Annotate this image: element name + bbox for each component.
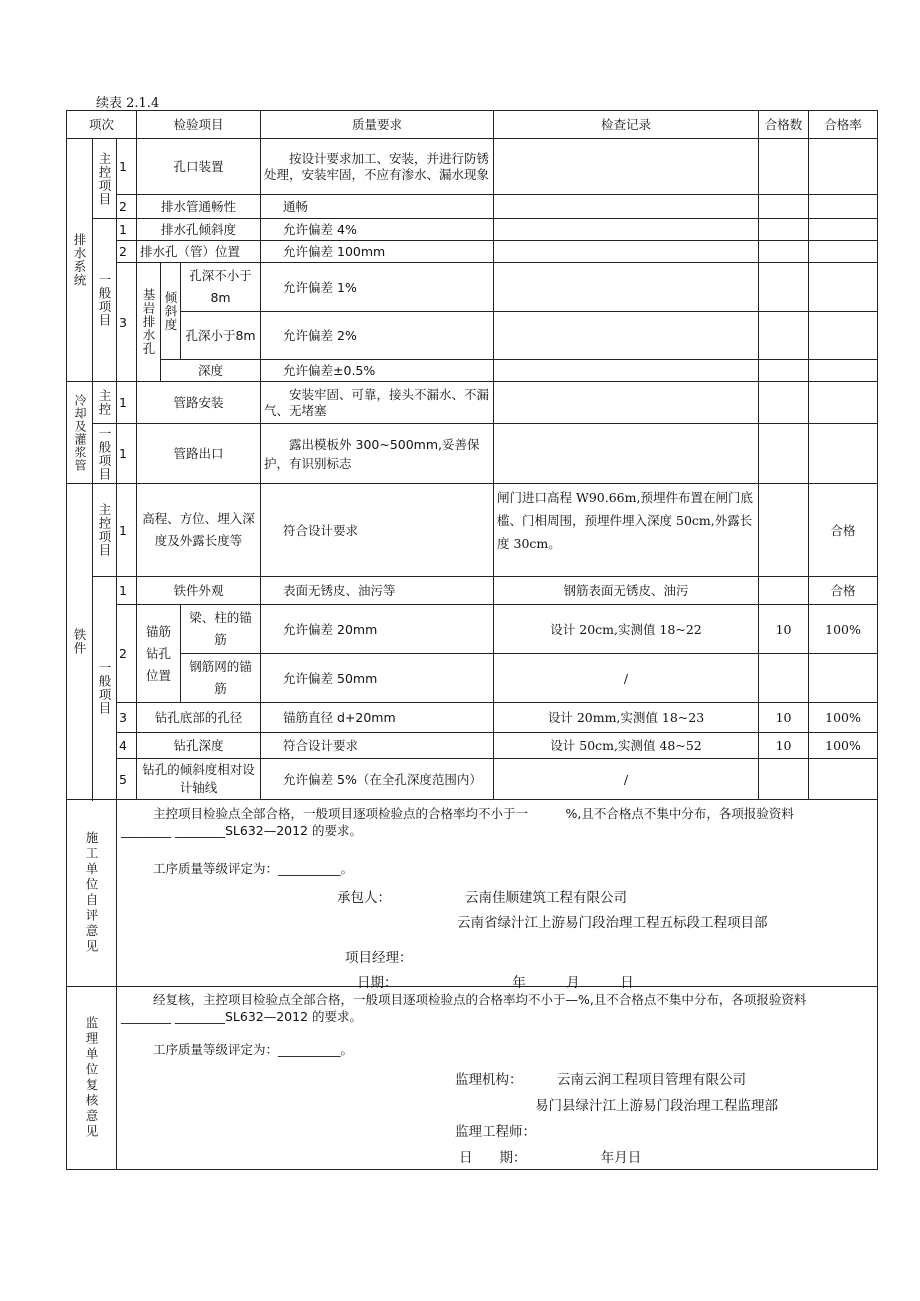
check-record: 钢筋表面无锈皮、油污 [494, 577, 759, 605]
header-pass-count: 合格数 [759, 111, 809, 139]
item-no: 1 [117, 139, 137, 195]
iron-main-label: 主控项目 [93, 484, 117, 577]
table-row [67, 605, 878, 654]
quality-req: 表面无锈皮、油污等 [261, 577, 494, 605]
check-item: 孔口装置 [137, 139, 261, 195]
header-item-no: 项次 [67, 111, 137, 139]
check-item: 深度 [161, 360, 261, 382]
check-record: / [494, 654, 759, 703]
quality-req: 通畅 [261, 195, 494, 219]
drain-sub-label: 基岩排水孔 [137, 263, 161, 382]
inspection-table [66, 110, 878, 1170]
self-eval-body [117, 800, 878, 991]
drain-general-label: 一般项目 [93, 219, 117, 382]
check-record: 设计 50cm,实测值 48~52 [494, 733, 759, 759]
supervise-statement: 经复核，主控项目检验点全部合格，一般项目逐项检验点的合格率均不小于—%,且不合格点不集中分布，各项报验资料 [153, 992, 807, 1007]
table-row [67, 360, 878, 382]
item-no: 3 [117, 263, 137, 382]
table-row [67, 263, 878, 312]
table-row [67, 424, 878, 484]
quality-req: 符合设计要求 [261, 733, 494, 759]
supervise-date: 日 期： 年月日 [459, 1150, 642, 1166]
check-record: 设计 20cm,实测值 18~22 [494, 605, 759, 654]
self-eval-statement: 主控项目检验点全部合格，一般项目逐项检验点的合格率均不小于一 %,且不合格点不集中分布，各项报验资料 [153, 806, 794, 821]
check-item: 排水孔倾斜度 [137, 219, 261, 241]
table-row [67, 382, 878, 424]
item-no: 2 [117, 195, 137, 219]
item-no: 2 [117, 605, 137, 703]
drain-main-label: 主控项目 [93, 139, 117, 219]
quality-req: 允许偏差 1% [261, 263, 494, 312]
item-no: 3 [117, 703, 137, 733]
supervise-grade: 工序质量等级评定为：__________。 [153, 1042, 354, 1057]
check-item: 孔深不小于8m [181, 263, 261, 312]
quality-req: 允许偏差 2% [261, 312, 494, 360]
table-row [67, 759, 878, 800]
pass-count: 10 [759, 605, 809, 654]
table-caption: 续表 2.1.4 [96, 96, 160, 111]
item-no: 1 [117, 219, 137, 241]
check-item: 高程、方位、埋入深度及外露长度等 [137, 484, 261, 577]
quality-req: 符合设计要求 [261, 484, 494, 577]
pass-rate: 合格 [809, 577, 878, 605]
pass-rate: 100% [809, 605, 878, 654]
group-cool: 冷却及灌浆管 [67, 382, 93, 484]
item-no: 1 [117, 484, 137, 577]
quality-req: 允许偏差 100mm [261, 241, 494, 263]
header-check-item: 检验项目 [137, 111, 261, 139]
check-item: 排水管通畅性 [137, 195, 261, 219]
table-row [67, 733, 878, 759]
item-no: 5 [117, 759, 137, 800]
org-label: 监理机构： [455, 1072, 523, 1088]
supervise-body [117, 987, 878, 1170]
pass-rate: 合格 [809, 484, 878, 577]
self-eval-label: 施工单位自评意见 [67, 800, 117, 987]
supervise-row [67, 987, 878, 1170]
header-row [67, 111, 878, 139]
check-item: 钻孔底部的孔径 [137, 703, 261, 733]
contractor-dept: 云南省绿汁江上游易门段治理工程五标段工程项目部 [457, 915, 768, 931]
supervise-label: 监理单位复核意见 [67, 987, 117, 1170]
check-item: 孔深小于8m [181, 312, 261, 360]
check-record: 设计 20mm,实测值 18~23 [494, 703, 759, 733]
org-name: 云南云润工程项目管理有限公司 [557, 1072, 746, 1088]
quality-req: 安装牢固、可靠，接头不漏水、不漏气、无堵塞 [261, 382, 494, 424]
pass-count: 10 [759, 703, 809, 733]
quality-req: 允许偏差 50mm [261, 654, 494, 703]
check-sub-item: 钢筋网的锚筋 [181, 654, 261, 703]
engineer-label: 监理工程师： [455, 1124, 536, 1140]
quality-req: 允许偏差±0.5% [261, 360, 494, 382]
check-record: 闸门进口高程 W90.66m,预埋件布置在闸门底槛、门相周围，预埋件埋入深度 50cm,外露长度 30cm。 [494, 484, 759, 577]
check-item: 排水孔（管）位置 [137, 241, 261, 263]
quality-req: 锚筋直径 d+20mm [261, 703, 494, 733]
iron-general-label: 一般项目 [93, 577, 117, 800]
self-eval-standard: ________ ________SL632—2012 的要求。 [121, 823, 363, 838]
check-record: / [494, 759, 759, 800]
cool-general-label: 一般项目 [93, 424, 117, 484]
pass-rate: 100% [809, 733, 878, 759]
self-eval-row [67, 800, 878, 987]
header-record: 检查记录 [494, 111, 759, 139]
check-item: 铁件外观 [137, 577, 261, 605]
item-no: 1 [117, 577, 137, 605]
check-sub-item: 梁、柱的锚筋 [181, 605, 261, 654]
self-eval-grade: 工序质量等级评定为：__________。 [153, 861, 354, 876]
check-item: 钻孔深度 [137, 733, 261, 759]
item-no: 1 [117, 382, 137, 424]
table-row [67, 654, 878, 703]
cool-main-label: 主控 [93, 382, 117, 424]
drain-tilt-label: 倾斜度 [161, 263, 181, 360]
supervise-standard: ________ ________SL632—2012 的要求。 [121, 1009, 363, 1024]
contractor-name: 云南佳顺建筑工程有限公司 [465, 890, 627, 906]
quality-req: 允许偏差 5%（在全孔深度范围内） [261, 759, 494, 800]
self-eval-date: 日期： 年 月 日 [357, 975, 634, 991]
check-item: 管路安装 [137, 382, 261, 424]
quality-req: 按设计要求加工、安装，并进行防锈处理，安装牢固，不应有渗水、漏水现象 [261, 139, 494, 195]
pass-rate: 100% [809, 703, 878, 733]
table-row [67, 195, 878, 219]
header-quality: 质量要求 [261, 111, 494, 139]
table-row [67, 139, 878, 195]
quality-req: 允许偏差 20mm [261, 605, 494, 654]
table-row [67, 577, 878, 605]
item-no: 4 [117, 733, 137, 759]
contractor-label: 承包人： [337, 890, 391, 906]
item-no: 1 [117, 424, 137, 484]
check-item: 锚筋钻孔位置 [137, 605, 181, 703]
quality-req: 露出模板外 300~500mm,妥善保护，有识别标志 [261, 424, 494, 484]
table-row [67, 484, 878, 577]
group-drain: 排水系统 [67, 139, 93, 382]
org-dept: 易门县绿汁江上游易门段治理工程监理部 [535, 1098, 778, 1114]
group-iron: 铁件 [67, 484, 93, 800]
pass-count: 10 [759, 733, 809, 759]
table-row [67, 241, 878, 263]
manager-label: 项目经理： [345, 950, 413, 966]
header-pass-rate: 合格率 [809, 111, 878, 139]
table-row [67, 703, 878, 733]
item-no: 2 [117, 241, 137, 263]
table-row [67, 312, 878, 360]
check-item: 管路出口 [137, 424, 261, 484]
table-row [67, 219, 878, 241]
quality-req: 允许偏差 4% [261, 219, 494, 241]
check-item: 钻孔的倾斜度相对设计轴线 [137, 759, 261, 800]
